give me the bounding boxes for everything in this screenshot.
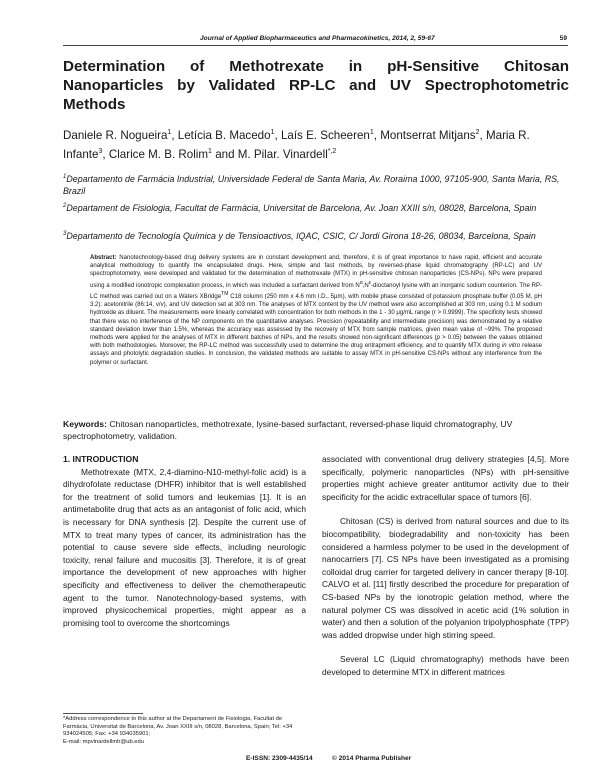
author-conjunction: and [215, 147, 235, 161]
footer-copyright: © 2014 Pharma Publisher [332, 755, 412, 762]
abstract-text: ,N [362, 282, 369, 289]
footnote-email: E-mail: mpvinardellmh@ub.edu [63, 738, 144, 745]
body-paragraph: Several LC (Liquid chromatography) methods have been developed to determine MTX in different matrices [322, 654, 569, 677]
author-name: Letícia B. Macedo [177, 128, 271, 142]
keywords-label: Keywords: [63, 419, 107, 429]
abstract-text: > 0.05) between the values obtained with both methodologies. Moreover, the RP-LC method was successfully used to determine the drug entrapment efficiency, and to quantify MTX during [90, 335, 542, 350]
abstract-italic: p [436, 335, 440, 341]
author-affiliation-mark: 1 [270, 129, 275, 136]
running-header: Journal of Applied Biopharmaceutics and Pharmacokinetics, 2014, 2, 59-67 [200, 35, 435, 42]
abstract-text: Nanotechnology-based drug delivery systems are in constant development and, therefore, it is of great importance to have rapid, efficient and accurate analytical methodology to quantify the encapsulated drugs. Here, simple and fast methods, by reversed-phase liquid chromatography (RP-LC) and UV spectrophotometry, were developed and validated for the determination of methotrexate (MTX) in pH-sensitive chitosan nanoparticles (CS-NPs). NPs were prepared using a modified ionotropic complexation process, in which was included a surfactant derived from N [90, 255, 542, 289]
abstract-text: C18 column (250 mm x 4.6 mm I.D., 5μm), with mobile phase consisted of potassium phosphate buffer (0.05 M, pH 3.2): acetonitrile (86:14, v/v), and UV detection set at 303 nm. The analyses of MTX content by the UV method were also accomplished at 303 nm, using 0.1 M sodium hydroxide as diluent. The measurements were linearly correlated with concentration for both methods in the 1 - 30 μg/mL range (r > 0.9999). The specificity tests showed that there was no interference of the NP components on the quantitative analyses. Precision (repeatability and intermediate precision) was demonstrated by a relative standard deviation lower than 1.5%, whereas the accuracy was assessed by the recovery of MTX from sample matrices, given mean value of ~99%. The proposed methods were applied for the analyses of MTX in different batches of NPs, and the results showed non-significant differences ( [90, 293, 542, 341]
author-affiliation-mark: 1 [208, 147, 212, 155]
abstract-italic: in vitro [501, 343, 521, 350]
body-paragraph: Chitosan (CS) is derived from natural sources and due to its biocompatibility, biodegradability and non-toxicity has been considered a harmless polymer to be used in the development of nanocarriers [7]. CS NPs have been investigated as a promising colloidal drug carrier for targeted delivery in cancer therapy [8-10]. CALVO et al. [11] firstly described the procedure for preparation of CS-based NPs by the ionotropic gelation method, where the natural polymer CS was dissolved in acetic acid (1% solution in water) and then a solution of the polyanion tripolyphosphate (TPP) was added dropwise under high stirring speed. [322, 516, 569, 640]
abstract-superscript: α [359, 279, 363, 286]
footnote-text: *Address correspondence to this author at the Departament de Fisiologia, Facultat de Farmàcia, Universitat de Barcelona, Av. Joan XXIII s/n, 08028, Barcelona, Spain; Tel: +34 934024505; Fax: +34 934035901; [63, 716, 293, 738]
body-paragraph: associated with conventional drug delivery strategies [4,5]. More specifically, polymeric nanoparticles (NPs) with pH-sensitive properties might achieve greater antitumor activity due to their specificity for the acidic extracellular space of tumors [6]. [322, 454, 569, 502]
abstract-superscript: TM [221, 290, 229, 297]
abstract [90, 254, 542, 367]
abstract-text: release assays and photolytic degradation studies. In conclusion, the validated methods are suitable to assay MTX in pH-sensitive CS-NPs without any interference from the polymer or surfactant. [90, 343, 543, 366]
abstract-text: -dioctanoyl lysine with an inorganic sodium counterion. The RP-LC method was carried out on a Waters XBridge [90, 282, 542, 300]
section-heading: 1. INTRODUCTION [63, 454, 139, 464]
affiliation-number: 1 [63, 174, 67, 180]
author-affiliation-mark: 2 [475, 129, 480, 136]
author-list: Daniele R. Nogueira$^1$, Letícia B. Macedo$^1$, Laís E. Scheeren$^1$, Montserrat Mitjans$^2$, Maria R. Infante$^3$, Clarice M. B. Rolim$^1$ and M. Pilar. Vinardell$^{*,2}$ [63, 128, 530, 161]
affiliation-3 [63, 228, 569, 242]
author-affiliation-mark: 3 [98, 147, 103, 155]
author-affiliation-mark: 1 [167, 129, 172, 136]
page-number: 59 [559, 35, 567, 42]
author-affiliation-mark: 1 [369, 129, 374, 136]
affiliation-number: 2 [63, 203, 67, 209]
footer-issn: E-ISSN: 2309-4435/14 [246, 755, 313, 762]
affiliation-1 [63, 171, 569, 197]
header-rule [63, 45, 568, 46]
correspondence-footnote [63, 716, 306, 746]
left-column [63, 453, 306, 629]
author-name: Daniele R. Nogueira [63, 128, 168, 142]
corresponding-author-name: M. Pilar. Vinardell [237, 147, 328, 161]
abstract-superscript: ε [368, 279, 371, 286]
affiliation-text: Departamento de Tecnología Química y de Tensioactivos, IQAC, CSIC, C/ Jordi Girona 18-26, 08034, Barcelona, Spain [66, 230, 536, 241]
affiliation-number: 3 [63, 231, 67, 237]
affiliation-2 [63, 200, 569, 214]
keywords [63, 418, 569, 442]
abstract-label: Abstract: [90, 255, 117, 261]
body-paragraph: Methotrexate (MTX, 2,4-diamino-N10-methyl-folic acid) is a dihydrofolate reductase (DHFR) inhibitor that is well established for the treatment of solid tumors and leukemias [1]. It is an antimetabolite drug that acts as an antagonist of folic acid, which is necessary for DNA synthesis [2]. Despite the current use of MTX to treat many types of cancer, its administration has the potential to cause severe side effects, including neurologic toxicity, renal failure and mucositis [3]. Therefore, it is of great importance the development of new approaches with higher specificity and effectiveness to deliver the chemotherapeutic agent to the tumor. Nanotechnology-based systems, with improved physicochemical properties, might appear as a promising tool to overcome the shortcomings [63, 466, 306, 628]
author-name: Montserrat Mitjans [380, 128, 476, 142]
author-name: Maria R. Infante [63, 128, 530, 161]
paper-title: Determination of Methotrexate in pH-Sensitive Chitosan Nanoparticles by Validated RP-LC and UV Spectrophotometric Methods [63, 58, 569, 113]
right-column [322, 453, 569, 679]
author-name: Clarice M. B. Rolim [108, 147, 209, 161]
author-name: Laís E. Scheeren [280, 128, 370, 142]
affiliation-text: Departamento de Farmácia Industrial, Universidade Federal de Santa Maria, Av. Roraima 1000, 97105-900, Santa Maria, RS, Brazil [63, 173, 560, 196]
author-affiliation-mark: *,2 [327, 147, 337, 155]
keywords-text: Chitosan nanoparticles, methotrexate, lysine-based surfactant, reversed-phase liquid chromatography, UV spectrophotometry, validation. [63, 419, 513, 441]
footnote-rule [63, 713, 143, 714]
affiliation-text: Departament de Fisiologia, Facultat de Farmàcia, Universitat de Barcelona, Av. Joan XXIII s/n, 08028, Barcelona, Spain [66, 202, 537, 213]
